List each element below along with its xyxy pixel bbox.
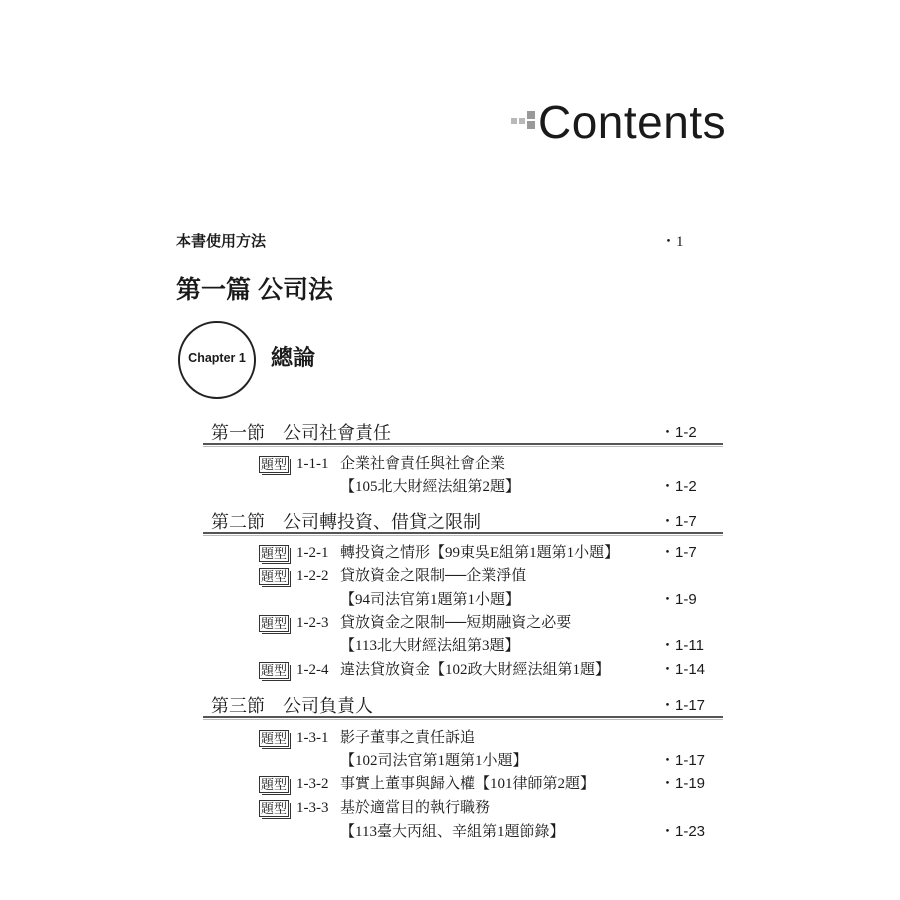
title-decoration-icon <box>511 111 537 131</box>
chapter-title: 總論 <box>271 345 316 370</box>
question-code: 1-2-4 <box>296 662 329 678</box>
question-source: 【113臺大丙組、辛組第1題節錄】 <box>340 824 565 840</box>
question-code: 1-1-1 <box>296 456 329 472</box>
question-source: 【94司法官第1題第1小題】 <box>340 592 521 608</box>
section-page-number: ・1-2 <box>660 424 697 441</box>
section-page-number: ・1-7 <box>660 513 697 530</box>
question-topic: 基於適當目的執行職務 <box>340 800 491 816</box>
question-code: 1-2-1 <box>296 545 329 561</box>
question-code: 1-2-2 <box>296 568 329 584</box>
part-title: 第一篇 公司法 <box>176 276 333 304</box>
question-topic: 事實上董事與歸入權【101律師第2題】 <box>340 776 596 792</box>
section-page-number: ・1-17 <box>660 697 706 714</box>
question-page-number: ・1-2 <box>660 478 697 495</box>
question-source: 【105北大財經法組第2題】 <box>340 479 521 495</box>
question-page-number: ・1-19 <box>660 775 706 792</box>
intro-label: 本書使用方法 <box>176 233 267 250</box>
question-topic: 企業社會責任與社會企業 <box>340 456 506 472</box>
question-type-badge: 題型 <box>261 457 288 472</box>
question-page-number: ・1-17 <box>660 752 706 769</box>
question-topic: 貸放資金之限制──短期融資之必要 <box>340 615 572 631</box>
question-topic: 轉投資之情形【99東吳E組第1題第1小題】 <box>340 545 620 561</box>
question-page-number: ・1-9 <box>660 591 697 608</box>
question-source: 【113北大財經法組第3題】 <box>340 638 520 654</box>
question-page-number: ・1-7 <box>660 544 697 561</box>
section-title: 第一節 公司社會責任 <box>211 423 391 443</box>
question-type-badge: 題型 <box>261 569 288 584</box>
question-page-number: ・1-14 <box>660 661 706 678</box>
question-page-number: ・1-23 <box>660 823 706 840</box>
question-type-badge: 題型 <box>261 546 288 561</box>
chapter-label: Chapter 1 <box>188 351 246 365</box>
question-code: 1-3-3 <box>296 800 329 816</box>
question-type-badge: 題型 <box>261 731 288 746</box>
question-code: 1-3-2 <box>296 776 329 792</box>
section-divider <box>203 532 723 534</box>
question-topic: 影子董事之責任訴追 <box>340 730 476 746</box>
section-title: 第二節 公司轉投資、借貸之限制 <box>211 512 481 532</box>
question-type-badge: 題型 <box>261 777 288 792</box>
question-topic: 貸放資金之限制──企業淨值 <box>340 568 527 584</box>
question-type-badge: 題型 <box>261 616 288 631</box>
question-code: 1-3-1 <box>296 730 329 746</box>
question-source: 【102司法官第1題第1小題】 <box>340 753 528 769</box>
section-title: 第三節 公司負責人 <box>211 696 373 716</box>
section-divider <box>203 443 723 445</box>
question-type-badge: 題型 <box>261 801 288 816</box>
page-title: Contents <box>538 96 727 148</box>
question-topic: 違法貸放資金【102政大財經法組第1題】 <box>340 662 611 678</box>
intro-page-number: ・1 <box>661 234 684 250</box>
question-page-number: ・1-11 <box>660 637 704 654</box>
question-type-badge: 題型 <box>261 663 288 678</box>
question-code: 1-2-3 <box>296 615 329 631</box>
section-divider <box>203 716 723 718</box>
